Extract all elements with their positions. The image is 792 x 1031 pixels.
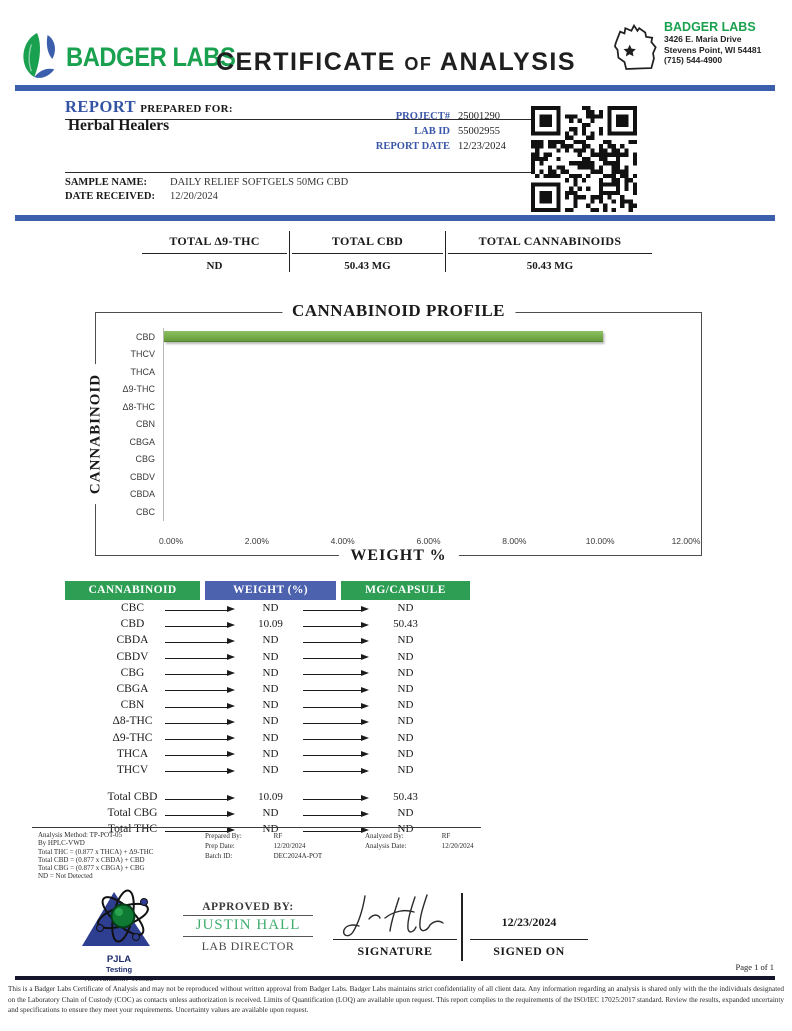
- report-fields: [320, 111, 532, 156]
- row-weight-value: ND: [262, 763, 279, 776]
- client-name: Herbal Healers: [68, 117, 170, 134]
- total-column: [446, 231, 654, 272]
- report-field-label: LAB ID: [414, 126, 450, 137]
- footnote-value: 12/20/2024: [273, 842, 306, 850]
- footnote-label: Batch ID:: [205, 852, 233, 860]
- chart-row: [96, 346, 686, 364]
- signature-label: SIGNATURE: [357, 944, 433, 958]
- section-divider: [15, 215, 775, 221]
- chart-category-label: CBG: [135, 454, 155, 465]
- table-row: [65, 748, 470, 764]
- row-mg-value: 50.43: [393, 618, 418, 631]
- chart-tick-label: 4.00%: [330, 536, 355, 546]
- row-cannabinoid-name: CBGA: [116, 682, 149, 695]
- chart-tick-label: 8.00%: [502, 536, 527, 546]
- sample-name-value: DAILY RELIEF SOFTGELS 50MG CBD: [170, 177, 349, 188]
- row-weight-value: ND: [262, 650, 279, 663]
- total-value: 50.43 MG: [526, 260, 574, 272]
- row-weight-value: ND: [262, 731, 279, 744]
- row-weight-value: 10.09: [258, 791, 283, 804]
- approved-by-label: APPROVED BY:: [183, 901, 313, 916]
- row-weight-value: ND: [262, 823, 279, 836]
- report-field-value: 25001290: [458, 111, 500, 122]
- footnote-divider: [32, 827, 481, 828]
- chart-row: [96, 503, 686, 521]
- chart-row: [96, 486, 686, 504]
- lab-name: BADGER LABS: [664, 20, 756, 34]
- chart-bar-area: [163, 503, 686, 521]
- footnote-value: 12/20/2024: [441, 842, 474, 850]
- signed-on-date: 12/23/2024: [501, 915, 557, 929]
- report-field-value: 12/23/2024: [458, 141, 506, 152]
- sample-info: [65, 172, 532, 203]
- row-mg-value: ND: [397, 666, 414, 679]
- footnote-label: Prepared By:: [205, 832, 242, 840]
- footnote-line: Analysis Method: TP-POT-05: [38, 831, 123, 839]
- report-field-label: PROJECT#: [395, 111, 450, 122]
- table-row: [65, 732, 470, 748]
- row-cannabinoid-name: Total THC: [107, 823, 158, 836]
- report-field-row: [320, 111, 532, 124]
- totals-summary: [140, 231, 654, 272]
- row-mg-value: 50.43: [393, 791, 418, 804]
- row-mg-value: ND: [397, 699, 414, 712]
- chart-bar-area: [163, 451, 686, 469]
- row-cannabinoid-name: Δ9-THC: [112, 731, 153, 744]
- row-weight-value: ND: [262, 602, 279, 614]
- table-row: [65, 618, 470, 634]
- wisconsin-map-icon: [608, 20, 660, 83]
- chart-tick-label: 12.00%: [671, 536, 701, 546]
- chart-row: [96, 398, 686, 416]
- row-weight-value: ND: [262, 666, 279, 679]
- footnote-value: RF: [441, 832, 451, 840]
- row-cannabinoid-name: THCV: [116, 763, 149, 776]
- title-certificate: CERTIFICATE: [215, 48, 396, 76]
- footnote-line: By HPLC-VWD: [38, 839, 85, 848]
- chart-x-ticks: [96, 536, 703, 548]
- footnotes: [38, 831, 495, 881]
- date-received-label: DATE RECEIVED:: [65, 190, 155, 202]
- chart-bar-area: [163, 416, 686, 434]
- row-cannabinoid-name: CBC: [120, 602, 144, 614]
- total-label: TOTAL CANNABINOIDS: [448, 231, 652, 254]
- chart-category-label: THCV: [130, 349, 155, 360]
- total-label: TOTAL Δ9-THC: [142, 231, 287, 254]
- cannabinoid-profile-chart: [87, 301, 702, 564]
- chart-tick-label: 0.00%: [158, 536, 184, 546]
- chart-category-label: Δ8-THC: [122, 401, 155, 412]
- row-mg-value: ND: [397, 634, 414, 647]
- chart-bar-area: [163, 363, 686, 381]
- lab-address-line2: Stevens Point, WI 54481: [664, 44, 762, 55]
- chart-category-label: Δ9-THC: [122, 384, 155, 395]
- row-cannabinoid-name: CBDA: [116, 634, 149, 647]
- row-cannabinoid-name: Δ8-THC: [112, 715, 153, 728]
- chart-category-label: CBGA: [129, 436, 155, 447]
- signature-divider: [461, 893, 463, 961]
- row-mg-value: ND: [397, 763, 414, 776]
- row-weight-value: ND: [262, 699, 279, 712]
- table-row: [65, 807, 470, 823]
- row-cannabinoid-name: Total CBG: [107, 807, 158, 820]
- row-mg-value: ND: [397, 823, 414, 836]
- row-cannabinoid-name: Total CBD: [107, 791, 158, 804]
- chart-category-label: CBN: [135, 419, 155, 430]
- row-cannabinoid-name: CBDV: [116, 650, 149, 663]
- total-column: [140, 231, 290, 272]
- report-subtitle: PREPARED FOR:: [140, 103, 233, 115]
- chart-tick-label: 2.00%: [244, 536, 269, 546]
- header-divider: [15, 85, 775, 91]
- row-mg-value: ND: [397, 650, 414, 663]
- title-of: OF: [404, 54, 433, 74]
- pjla-logo-icon: [76, 937, 162, 954]
- chart-bar-area: [163, 433, 686, 451]
- signed-on-block: [470, 888, 588, 959]
- footnotes-analyzed: [365, 831, 495, 881]
- results-table-header: [65, 581, 470, 600]
- chart-category-label: THCA: [130, 366, 155, 377]
- results-table: [65, 581, 470, 840]
- footnote-value: DEC2024A-POT: [273, 852, 323, 860]
- footnote-label: Analyzed By:: [365, 832, 404, 840]
- chart-bar-area: [163, 328, 686, 346]
- footnote-line: Total CBD = (0.877 x CBDA) + CBD: [38, 855, 145, 864]
- table-row: [65, 634, 470, 650]
- table-row: [65, 651, 470, 667]
- chart-bar-area: [163, 468, 686, 486]
- row-weight-value: ND: [262, 634, 279, 647]
- chart-tick-label: 10.00%: [585, 536, 615, 546]
- approved-by-block: [183, 901, 313, 954]
- table-spacer: [65, 780, 470, 791]
- pjla-accreditation: [64, 888, 174, 984]
- signature-block: [333, 888, 457, 959]
- chart-category-label: CBD: [135, 331, 155, 342]
- chart-title: CANNABINOID PROFILE: [282, 301, 515, 321]
- results-table-rows: [65, 602, 470, 840]
- chart-row: [96, 381, 686, 399]
- table-row: [65, 667, 470, 683]
- total-value: 50.43 MG: [344, 260, 391, 272]
- footnote-line: ND = Not Detected: [38, 872, 93, 881]
- row-weight-value: ND: [262, 715, 279, 728]
- row-mg-value: ND: [397, 747, 414, 760]
- total-label: TOTAL CBD: [292, 231, 443, 254]
- table-row: [65, 791, 470, 807]
- chart-bar-area: [163, 398, 686, 416]
- footnote-value: RF: [273, 832, 283, 840]
- row-mg-value: ND: [397, 602, 414, 614]
- row-weight-value: ND: [262, 682, 279, 695]
- footnote-label: Prep Date:: [205, 842, 235, 850]
- chart-category-label: CBDV: [129, 471, 155, 482]
- footnotes-prepared: [205, 831, 340, 881]
- chart-x-axis-label: WEIGHT %: [338, 547, 458, 565]
- title-analysis: ANALYSIS: [439, 48, 576, 76]
- row-weight-value: ND: [262, 807, 279, 820]
- table-row: [65, 602, 470, 618]
- brand-wordmark: BADGER LABS: [66, 42, 236, 72]
- chart-row: [96, 363, 686, 381]
- report-field-label: REPORT DATE: [375, 141, 450, 152]
- lab-phone: (715) 544-4900: [664, 55, 723, 65]
- chart-bar-area: [163, 486, 686, 504]
- row-weight-value: ND: [262, 747, 279, 760]
- row-cannabinoid-name: CBN: [120, 699, 145, 712]
- qr-code: [531, 106, 637, 212]
- row-cannabinoid-name: CBD: [120, 618, 145, 631]
- chart-category-label: CBC: [135, 506, 155, 517]
- report-title: REPORT: [65, 97, 137, 116]
- report-field-row: [320, 126, 532, 139]
- row-mg-value: ND: [397, 682, 414, 695]
- results-header-cell: MG/CAPSULE: [341, 581, 470, 600]
- report-field-value: 55002955: [458, 126, 500, 137]
- chart-row: [96, 416, 686, 434]
- page-number: Page 1 of 1: [735, 962, 774, 972]
- pjla-dept: Testing: [105, 965, 133, 974]
- chart-row: [96, 468, 686, 486]
- table-row: [65, 699, 470, 715]
- footnote-label: Analysis Date:: [365, 842, 407, 850]
- footnote-line: Total THC = (0.877 x THCA) + Δ9-THC: [38, 847, 154, 856]
- lab-address-block: [608, 20, 778, 83]
- signed-on-label: SIGNED ON: [493, 944, 565, 958]
- pjla-org: PJLA: [106, 954, 132, 965]
- total-value: ND: [206, 260, 223, 272]
- chart-row: [96, 433, 686, 451]
- total-column: [290, 231, 446, 272]
- row-mg-value: ND: [397, 731, 414, 744]
- row-mg-value: ND: [397, 807, 414, 820]
- results-header-cell: CANNABINOID: [65, 581, 200, 600]
- chart-row: [96, 451, 686, 469]
- row-cannabinoid-name: CBG: [120, 666, 145, 679]
- approver-title: LAB DIRECTOR: [201, 939, 295, 953]
- table-row: [65, 715, 470, 731]
- row-cannabinoid-name: THCA: [116, 747, 149, 760]
- chart-category-label: CBDA: [129, 489, 155, 500]
- approver-name: JUSTIN HALL: [183, 916, 313, 937]
- footnotes-method: [38, 831, 205, 881]
- row-mg-value: ND: [397, 715, 414, 728]
- disclaimer-text: This is a Badger Labs Certificate of Analysis and may not be reproduced without written approval from Badger Labs. Badger Labs maintains strict confidentiality of all client data. Any information regarding an analysis is shared only with the the individuals designated on the Laboratory Chain of Custody (COC) as contacts unless authorization is received. Limits of Quantification (LOQ) are available upon request. This report complies to the requirements of the ISO/IEC 17025:2017 standard. Review the results, expanded uncertainty and specifications to ensure they meet your requirements. Uncertainty values are available upon request.: [8, 985, 784, 1015]
- chart-bar-area: [163, 346, 686, 364]
- chart-row: [96, 328, 686, 346]
- row-weight-value: 10.09: [258, 618, 283, 631]
- date-received-value: 12/20/2024: [170, 190, 218, 202]
- chart-bar: [164, 331, 603, 342]
- report-field-row: [320, 141, 532, 154]
- results-header-cell: WEIGHT (%): [205, 581, 336, 600]
- lab-address-line1: 3426 E. Maria Drive: [664, 34, 742, 44]
- table-row: [65, 683, 470, 699]
- chart-bar-area: [163, 381, 686, 399]
- table-row: [65, 764, 470, 780]
- chart-tick-label: 6.00%: [416, 536, 441, 546]
- footnote-line: Total CBG = (0.877 x CBGA) + CBG: [38, 864, 145, 873]
- footer-divider: [15, 976, 775, 980]
- chart-plot-area: [96, 328, 686, 521]
- chart-y-axis-label: CANNABINOID: [88, 364, 105, 504]
- sample-name-label: SAMPLE NAME:: [65, 177, 147, 188]
- signature-image: [333, 888, 457, 938]
